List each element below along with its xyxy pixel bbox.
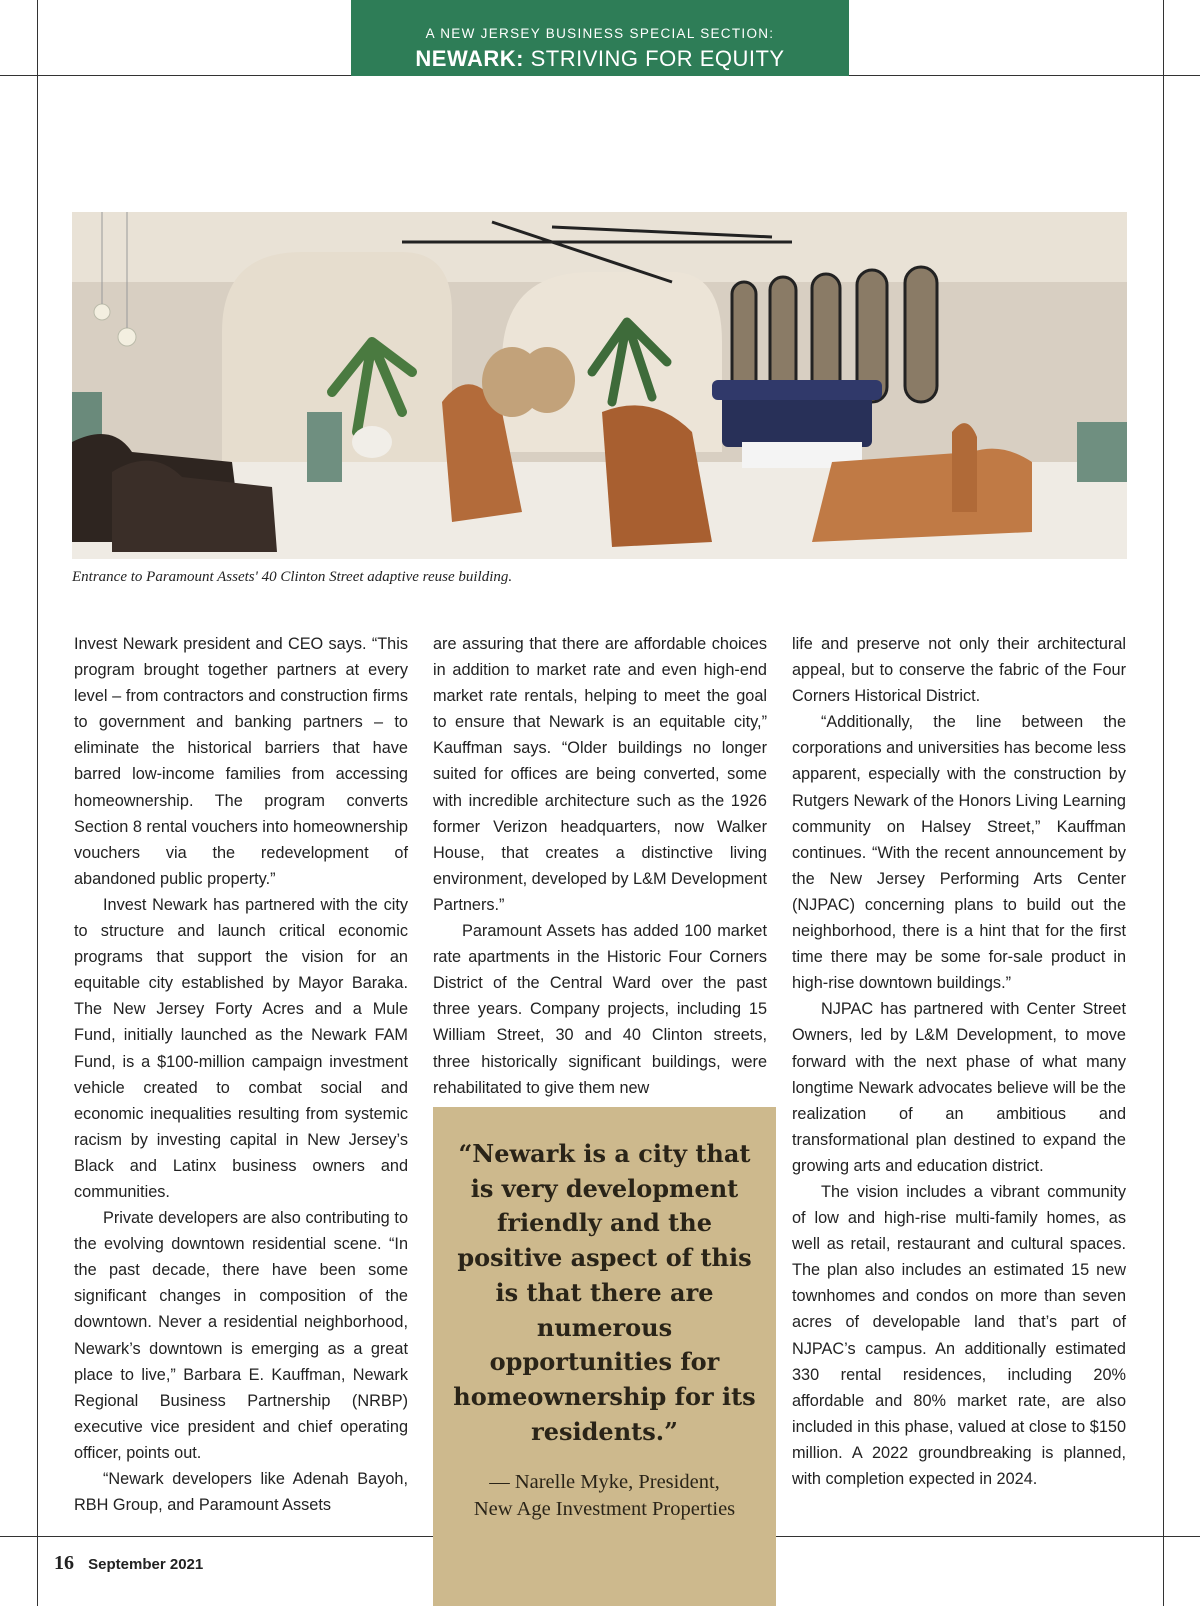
col1-paragraph-4: “Newark developers like Adenah Bayoh, RBH Group, and Paramount Assets bbox=[74, 1470, 408, 1515]
pull-quote-attribution bbox=[433, 1469, 776, 1523]
col3-paragraph-2: “Additionally, the line between the corporations and universities has become less apparent, especially with the construction by Rutgers Newark of the Honors Living Learning community on Halsey Street,” Kauffman continues. “With the recent announcement by the New Jersey Performing Arts Center (NJPAC) concerning plans to build out the neighborhood, there is a hint that for the first time there may be some for-sale product in high-rise downtown buildings.” bbox=[792, 713, 1126, 993]
issue-date: September 2021 bbox=[88, 1556, 204, 1573]
article-column-1 bbox=[74, 631, 408, 1518]
article-column-2 bbox=[433, 631, 767, 1101]
col3-paragraph-3: NJPAC has partnered with Center Street Owners, led by L&M Development, to move forward with the next phase of what many longtime Newark advocates believe will be the realization of an ambitious and transformational plan destined to expand the growing arts and education district. bbox=[792, 1000, 1126, 1175]
article-column-3 bbox=[792, 631, 1126, 1492]
section-banner bbox=[351, 0, 849, 76]
pull-quote-text: “Newark is a city that is very development friendly and the positive aspect of this is that there are numerous opportunities for homeownership for its residents.” bbox=[453, 1139, 756, 1446]
col1-paragraph-3: Private developers are also contributing to the evolving downtown residential scene. “In the past decade, there have been some significant changes in composition of the downtown. Never a residential neighborhood, Newark’s downtown is emerging as a great place to live,” Barbara E. Kauffman, Newark Regional Business Partnership (NRBP) executive vice president and chief operating officer, points out. bbox=[74, 1209, 408, 1462]
pull-quote-box bbox=[433, 1107, 776, 1606]
page-footer bbox=[54, 1552, 203, 1575]
section-kicker: A NEW JERSEY BUSINESS SPECIAL SECTION: bbox=[425, 26, 775, 41]
left-margin-rule bbox=[37, 0, 38, 1606]
col3-paragraph-1: life and preserve not only their architectural appeal, but to conserve the fabric of the Four Corners Historical District. bbox=[792, 635, 1126, 706]
section-title-bold: NEWARK: bbox=[415, 46, 525, 71]
col2-paragraph-2: Paramount Assets has added 100 market rate apartments in the Historic Four Corners District of the Central Ward over the past three years. Company projects, including 15 William Street, 30 and 40 Clinton streets, three historically significant buildings, were rehabilitated to give them new bbox=[433, 922, 767, 1097]
section-title bbox=[351, 46, 849, 72]
lounge-photo bbox=[72, 212, 1127, 559]
attribution-line-2: New Age Investment Properties bbox=[473, 1498, 736, 1521]
right-margin-rule bbox=[1163, 0, 1164, 1606]
col1-paragraph-2: Invest Newark has partnered with the city to structure and launch critical economic programs that support the vision for an equitable city established by Mayor Baraka. The New Jersey Forty Acres and a Mule Fund, initially launched as the Newark FAM Fund, is a $100-million campaign investment vehicle created to combat social and economic inequalities resulting from systemic racism by investing capital in New Jersey’s Black and Latinx business owners and communities. bbox=[74, 895, 408, 1201]
page-number: 16 bbox=[54, 1552, 74, 1574]
col2-paragraph-1: are assuring that there are affordable choices in addition to market rate and even high-end market rate rentals, helping to meet the goal to ensure that Newark is an equitable city,” Kauffman says. “Older buildings no longer suited for offices are being converted, some with incredible architecture such as the 1926 former Verizon headquarters, now Walker House, that creates a distinctive living environment, developed by L&M Development Partners.” bbox=[433, 635, 767, 914]
photo-caption: Entrance to Paramount Assets' 40 Clinton Street adaptive reuse building. bbox=[72, 569, 513, 585]
section-title-rest: STRIVING FOR EQUITY bbox=[524, 46, 785, 71]
lounge-photo-illustration bbox=[72, 212, 1127, 559]
col1-paragraph-1: Invest Newark president and CEO says. “This program brought together partners at every level – from contractors and construction firms to government and banking partners – to eliminate the historical barriers that have barred low-income families from accessing homeownership. The program converts Section 8 rental vouchers into homeownership vouchers via the redevelopment of abandoned public property.” bbox=[74, 635, 408, 888]
col3-paragraph-4: The vision includes a vibrant community of low and high-rise multi-family homes, as well as retail, restaurant and cultural spaces. The plan also includes an estimated 15 new townhomes and condos on more than seven acres of developable land that’s part of NJPAC’s campus. An additionally estimated 330 rental residences, including 20% affordable and 80% market rate, are also included in this phase, valued at close to $150 million. A 2022 groundbreaking is planned, with completion expected in 2024. bbox=[792, 1182, 1126, 1488]
attribution-line-1: — Narelle Myke, President, bbox=[489, 1471, 720, 1494]
